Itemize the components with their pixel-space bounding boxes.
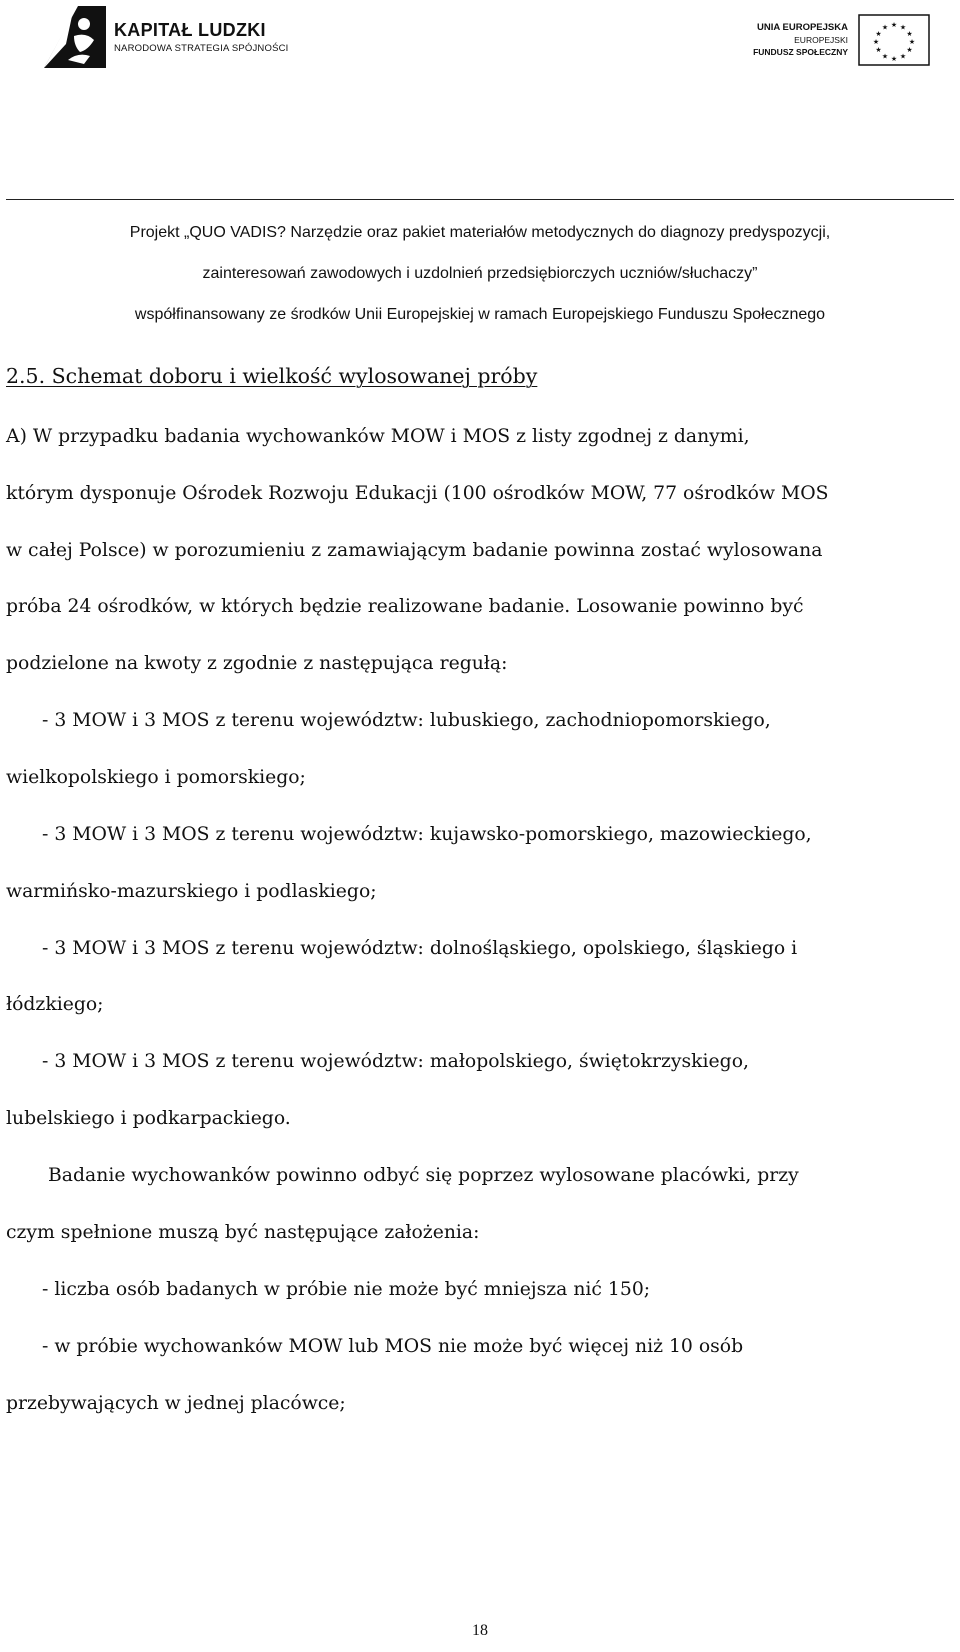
svg-text:★: ★ — [881, 23, 889, 32]
kapital-ludzki-emblem-icon — [44, 6, 106, 68]
page-number: 18 — [472, 1622, 488, 1639]
project-caption-line-2: zainteresowań zawodowych i uzdolnień przedsiębiorczych uczniów/słuchaczy” — [202, 265, 758, 282]
list-item-continuation: przebywających w jednej placówce; — [6, 1393, 346, 1414]
list-item: - 3 MOW i 3 MOS z terenu województw: dolnośląskiego, opolskiego, śląskiego i — [42, 938, 798, 959]
paragraph-line: podzielone na kwoty z zgodnie z następująca regułą: — [6, 653, 508, 674]
paragraph-line: Badanie wychowanków powinno odbyć się poprzez wylosowane placówki, przy — [48, 1165, 799, 1186]
list-item: - liczba osób badanych w próbie nie może być mniejsza nić 150; — [42, 1279, 651, 1300]
svg-text:★: ★ — [875, 30, 882, 38]
section-heading: 2.5. Schemat doboru i wielkość wylosowanej próby — [6, 364, 538, 388]
header-divider — [6, 199, 954, 200]
paragraph-line: próba 24 ośrodków, w których będzie realizowane badanie. Losowanie powinno być — [6, 596, 804, 617]
list-item-continuation: warmińsko-mazurskiego i podlaskiego; — [6, 881, 377, 902]
svg-text:★: ★ — [908, 38, 916, 46]
paragraph-line: w całej Polsce) w porozumieniu z zamawiającym badanie powinna zostać wylosowana — [6, 540, 823, 561]
project-caption-line-3: współfinansowany ze środków Unii Europejskiej w ramach Europejskiego Funduszu Społecznego — [134, 306, 826, 323]
svg-text:★: ★ — [890, 21, 898, 29]
list-item: - 3 MOW i 3 MOS z terenu województw: kujawsko-pomorskiego, mazowieckiego, — [42, 824, 812, 845]
logo-brand-subtitle: NARODOWA STRATEGIA SPÓJNOŚCI — [114, 43, 289, 54]
svg-text:★: ★ — [899, 23, 907, 32]
svg-text:★: ★ — [875, 46, 882, 54]
eu-logo — [740, 14, 930, 70]
eu-logo-text — [753, 22, 848, 58]
list-item-continuation: łódzkiego; — [6, 994, 104, 1015]
list-item: - w próbie wychowanków MOW lub MOS nie może być więcej niż 10 osób — [42, 1336, 744, 1357]
project-caption-line-1: Projekt „QUO VADIS? Narzędzie oraz pakiet materiałów metodycznych do diagnozy predyspozycji, — [129, 224, 831, 241]
list-item: - 3 MOW i 3 MOS z terenu województw: małopolskiego, świętokrzyskiego, — [42, 1051, 749, 1072]
list-item-continuation: wielkopolskiego i pomorskiego; — [6, 767, 306, 788]
kapital-ludzki-logo — [44, 6, 304, 68]
eu-flag-icon — [858, 14, 930, 66]
paragraph-line: A) W przypadku badania wychowanków MOW i MOS z listy zgodnej z danymi, — [6, 426, 750, 447]
eu-logo-line-3: FUNDUSZ SPOŁECZNY — [753, 47, 848, 57]
paragraph-line: którym dysponuje Ośrodek Rozwoju Edukacji (100 ośrodków MOW, 77 ośrodków MOS — [6, 483, 829, 504]
svg-text:★: ★ — [890, 55, 898, 63]
list-item: - 3 MOW i 3 MOS z terenu województw: lubuskiego, zachodniopomorskiego, — [42, 710, 771, 731]
svg-text:★: ★ — [899, 52, 907, 61]
logo-brand-name: KAPITAŁ LUDZKI — [114, 20, 266, 40]
paragraph-line: czym spełnione muszą być następujące założenia: — [6, 1222, 480, 1243]
list-item-continuation: lubelskiego i podkarpackiego. — [6, 1108, 291, 1129]
svg-text:★: ★ — [906, 46, 913, 54]
svg-text:★: ★ — [906, 30, 913, 38]
svg-text:★: ★ — [872, 38, 880, 46]
eu-logo-line-1: UNIA EUROPEJSKA — [757, 22, 848, 33]
eu-logo-line-2: EUROPEJSKI — [794, 35, 848, 45]
svg-text:★: ★ — [881, 52, 889, 61]
